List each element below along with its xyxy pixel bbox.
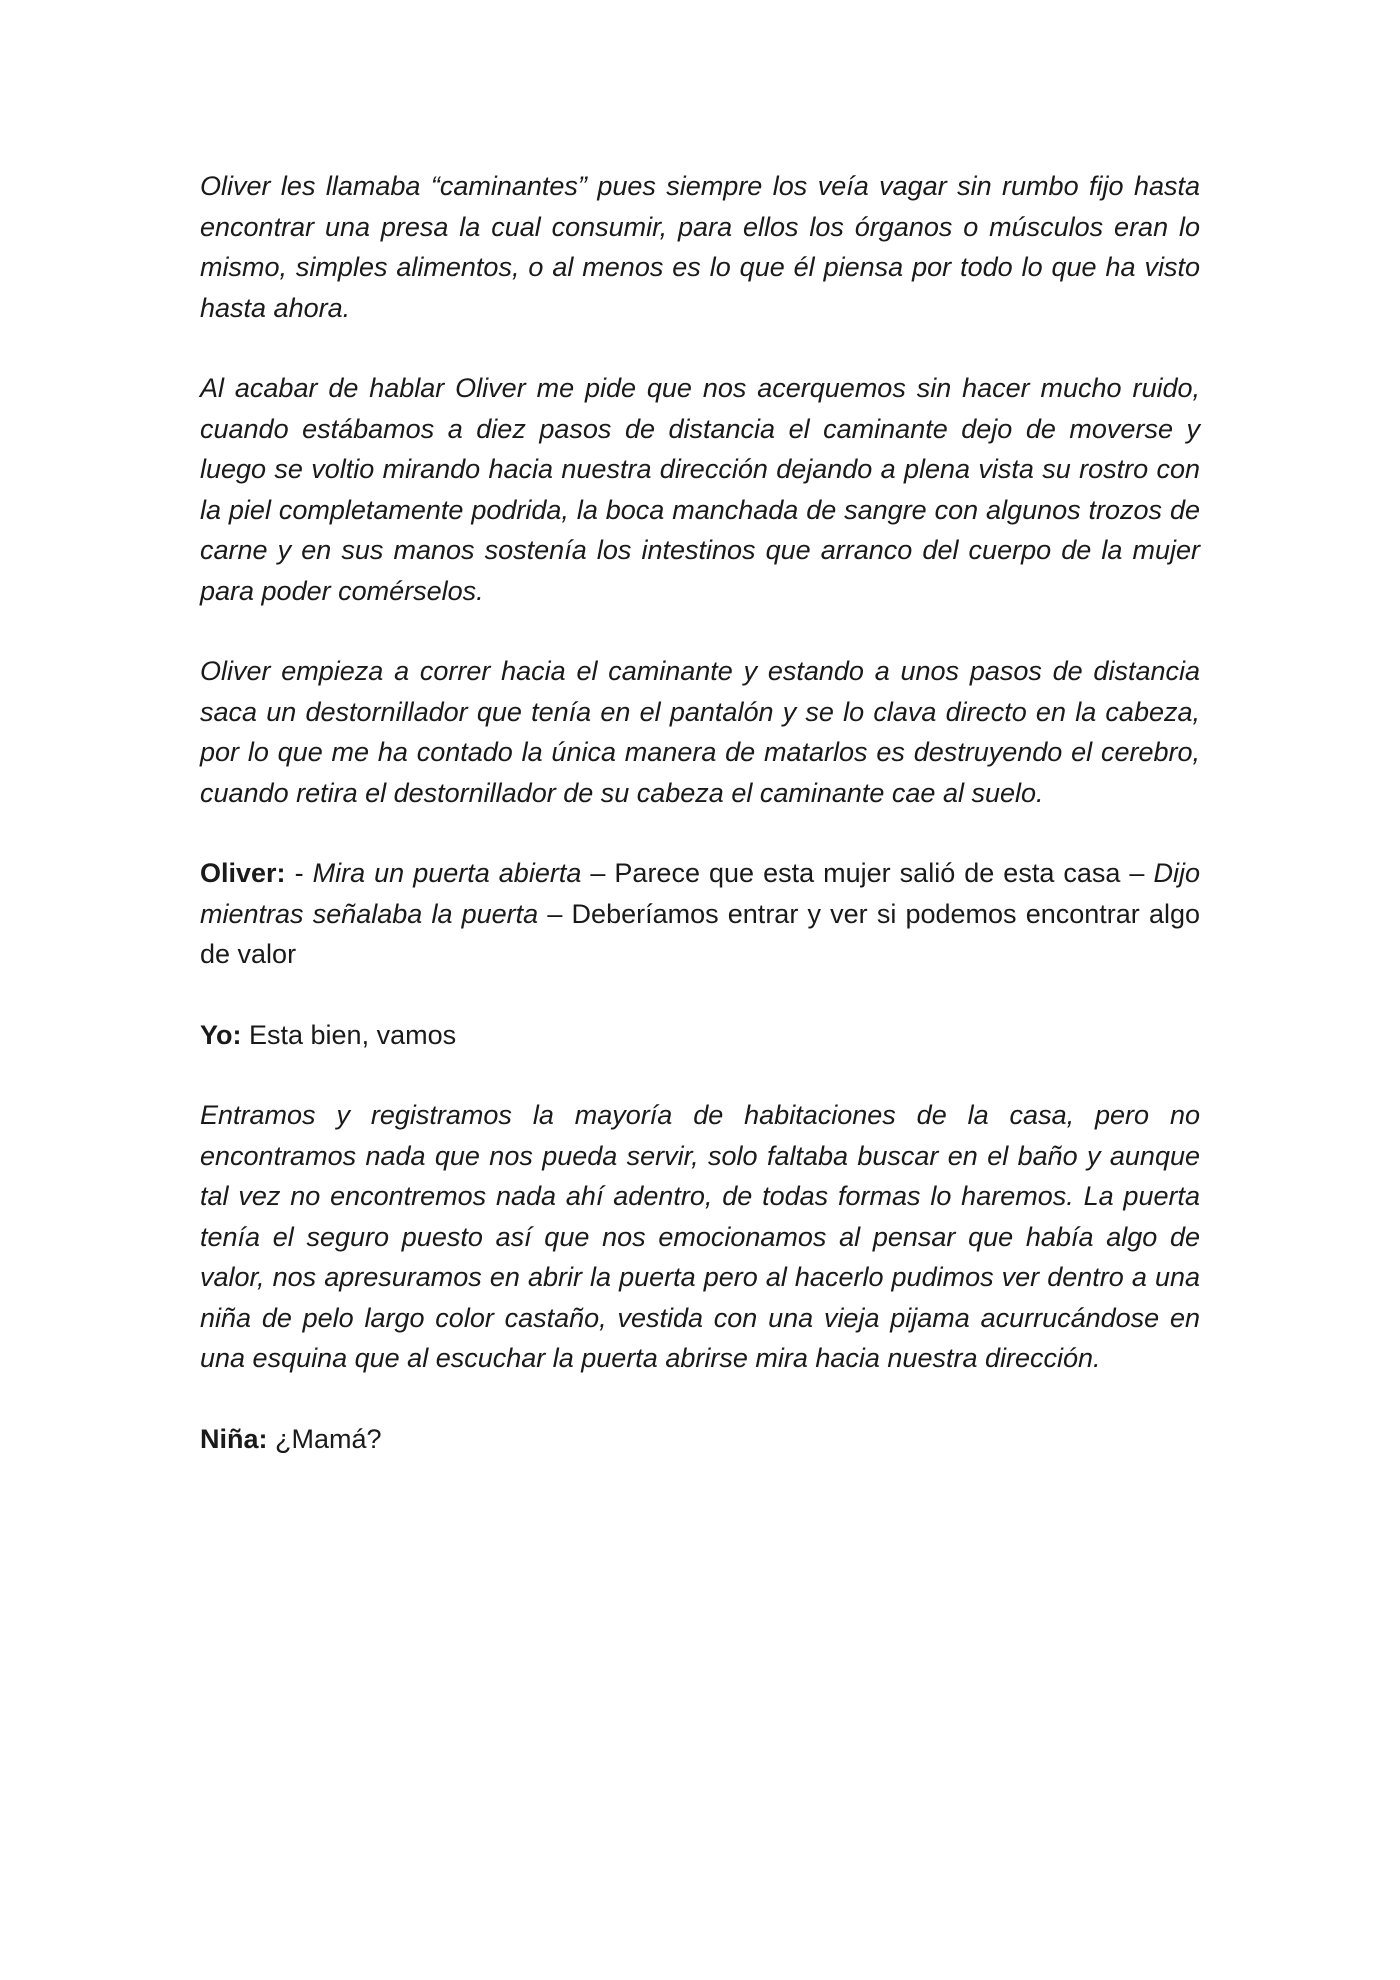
dialogue-oliver-line3: – Deberíamos entrar y ver si podemos encontrar algo de valor [200,898,1200,969]
dialogue-oliver-aside: Dijo mientras señalaba la puerta [200,858,1200,929]
speaker-yo: Yo: [200,1019,242,1050]
paragraph-screwdriver: Oliver empieza a correr hacia el caminante y estando a unos pasos de distancia saca un destornillador que tenía en el pantalón y se lo clava directo en la cabeza, por lo que me ha contado la única manera de matarlos es destruyendo el cerebro, cuando retira el destornillador de su cabeza el caminante cae al suelo. [200,656,1200,808]
paragraph-bathroom: Entramos y registramos la mayoría de habitaciones de la casa, pero no encontramos nada que nos pueda servir, solo faltaba buscar en el baño y aunque tal vez no encontremos nada ahí adentro, de todas formas lo haremos. La puerta tenía el seguro puesto así que nos emocionamos al pensar que había algo de valor, nos apresuramos en abrir la puerta pero al hacerlo pudimos ver dentro a una niña de pelo largo color castaño, vestida con una vieja pijama acurrucándose en una esquina que al escuchar la puerta abrirse mira hacia nuestra dirección. [200,1100,1200,1373]
dialogue-oliver-line1: Mira un puerta abierta [312,858,582,888]
dialogue-yo-text: Esta bien, vamos [241,1019,457,1050]
speaker-nina: Niña: [200,1423,268,1454]
dialogue-oliver-dash: - [285,858,313,888]
document-body [200,166,1200,1499]
dialogue-yo [200,1015,1200,1056]
dialogue-nina [200,1419,1200,1460]
paragraph-approach: Al acabar de hablar Oliver me pide que nos acerquemos sin hacer mucho ruido, cuando estábamos a diez pasos de distancia el caminante dejo de moverse y luego se voltio mirando hacia nuestra dirección dejando a plena vista su rostro con la piel completamente podrida, la boca manchada de sangre con algunos trozos de carne y en sus manos sostenía los intestinos que arranco del cuerpo de la mujer para poder comérselos. [200,373,1200,606]
dialogue-nina-text: ¿Mamá? [267,1423,382,1454]
dialogue-oliver [200,853,1200,975]
speaker-oliver: Oliver: [200,858,286,888]
paragraph-caminantes: Oliver les llamaba “caminantes” pues siempre los veía vagar sin rumbo fijo hasta encontrar una presa la cual consumir, para ellos los órganos o músculos eran lo mismo, simples alimentos, o al menos es lo que él piensa por todo lo que ha visto hasta ahora. [200,171,1200,323]
dialogue-oliver-line2: – Parece que esta mujer salió de esta casa – [581,858,1154,888]
